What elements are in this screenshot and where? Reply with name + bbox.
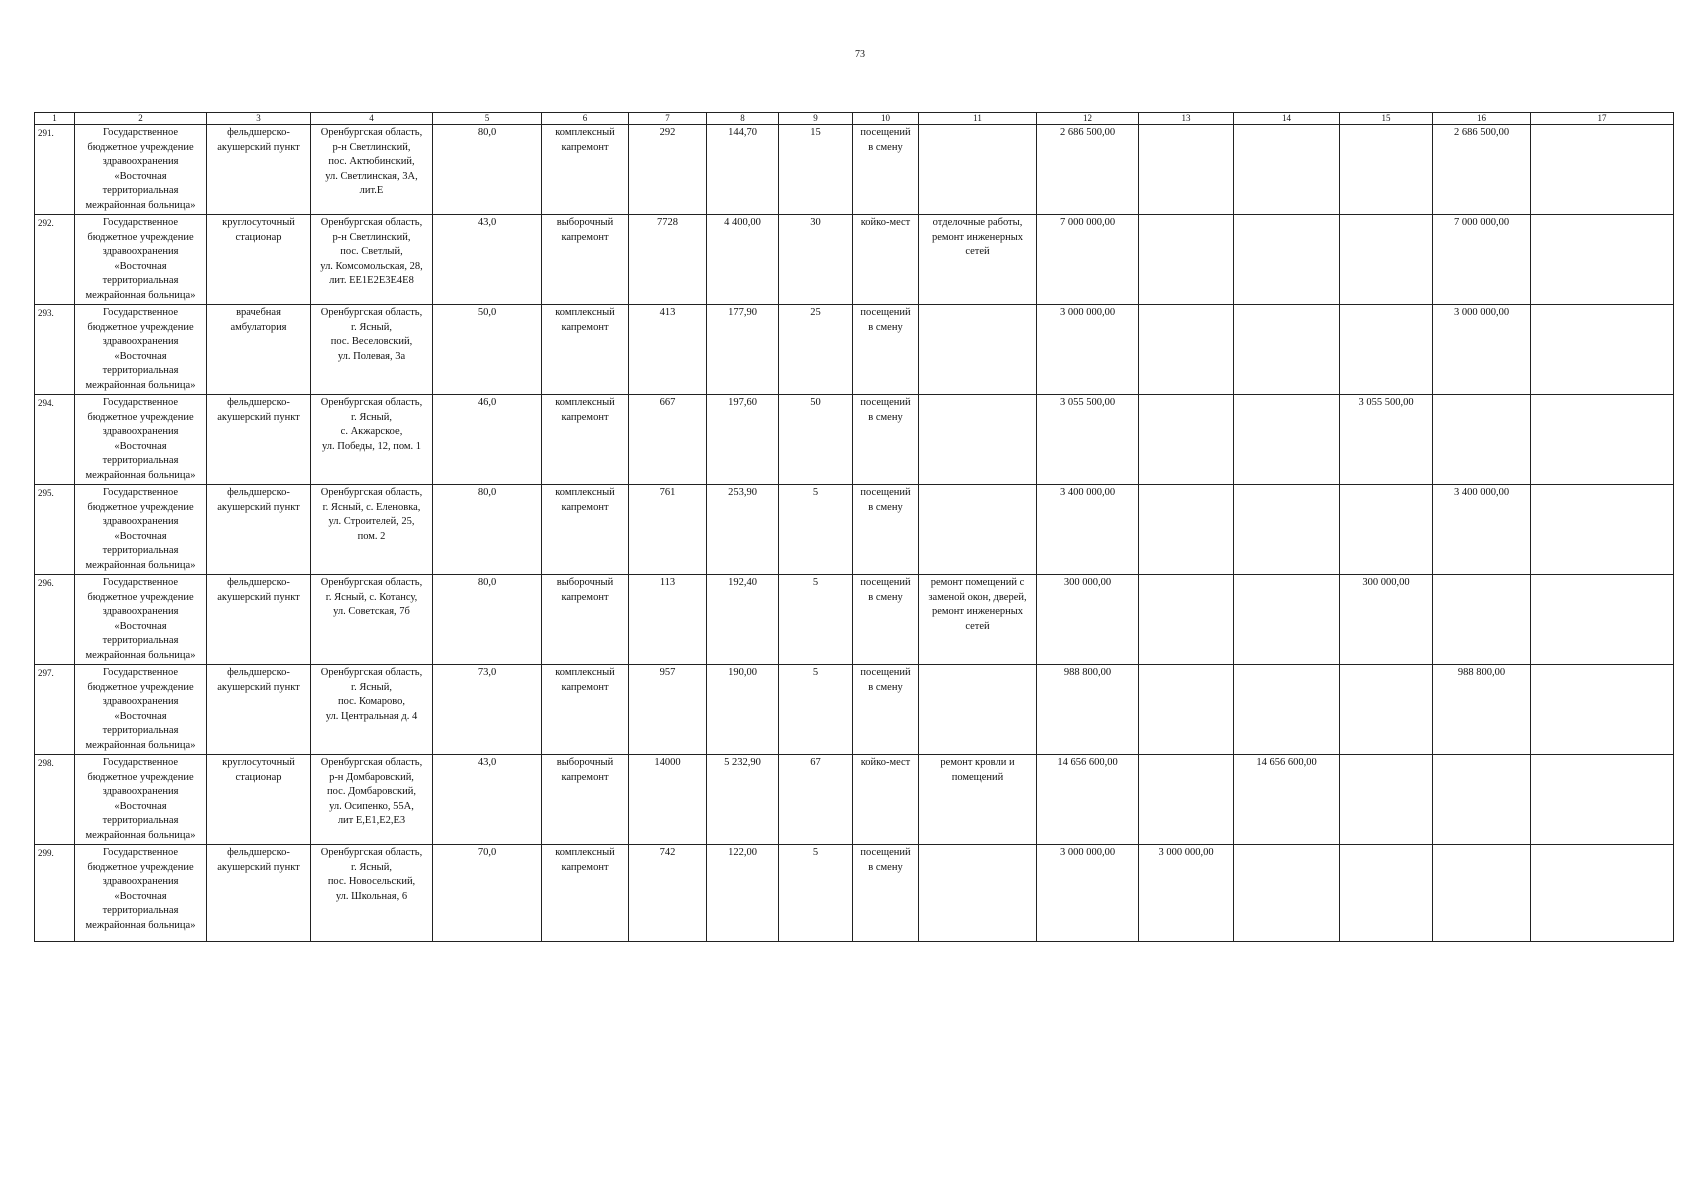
page-number: 73	[855, 49, 865, 60]
repair-type-cell: комплексный капремонт	[542, 485, 629, 575]
col13-cell	[1139, 215, 1234, 305]
column-header: 7	[629, 113, 707, 125]
col14-cell	[1234, 395, 1340, 485]
col9-cell: 5	[779, 575, 853, 665]
col16-cell: 988 800,00	[1433, 665, 1531, 755]
col7-cell: 957	[629, 665, 707, 755]
table-row	[35, 215, 1674, 305]
total-amount-cell: 988 800,00	[1037, 665, 1139, 755]
col15-cell: 300 000,00	[1340, 575, 1433, 665]
column-header: 12	[1037, 113, 1139, 125]
institution-cell: Государственное бюджетное учреждение здравоохранения «Восточная территориальная межрайонная больница»	[75, 395, 207, 485]
institution-cell: Государственное бюджетное учреждение здравоохранения «Восточная территориальная межрайонная больница»	[75, 665, 207, 755]
repair-type-cell: комплексный капремонт	[542, 125, 629, 215]
area-cell: 46,0	[433, 395, 542, 485]
column-header: 11	[919, 113, 1037, 125]
col7-cell: 742	[629, 845, 707, 942]
col14-cell	[1234, 845, 1340, 942]
col15-cell	[1340, 755, 1433, 845]
col9-cell: 25	[779, 305, 853, 395]
facility-type-cell: круглосуточный стационар	[207, 755, 311, 845]
col8-cell: 192,40	[707, 575, 779, 665]
col8-cell: 4 400,00	[707, 215, 779, 305]
column-header: 9	[779, 113, 853, 125]
area-cell: 73,0	[433, 665, 542, 755]
total-amount-cell: 300 000,00	[1037, 575, 1139, 665]
address-cell: Оренбургская область, р-н Домбаровский, пос. Домбаровский, ул. Осипенко, 55А, лит Е,Е1,Е2,Е3	[311, 755, 433, 845]
col15-cell	[1340, 215, 1433, 305]
col8-cell: 197,60	[707, 395, 779, 485]
address-cell: Оренбургская область, г. Ясный, пос. Комарово, ул. Центральная д. 4	[311, 665, 433, 755]
header-row	[35, 113, 1674, 125]
column-header: 8	[707, 113, 779, 125]
col15-cell	[1340, 845, 1433, 942]
unit-cell: посещений в смену	[853, 845, 919, 942]
works-cell: ремонт кровли и помещений	[919, 755, 1037, 845]
facility-type-cell: фельдшерско- акушерский пункт	[207, 125, 311, 215]
col16-cell	[1433, 845, 1531, 942]
row-number: 295.	[35, 485, 75, 575]
unit-cell: посещений в смену	[853, 485, 919, 575]
column-header: 5	[433, 113, 542, 125]
facility-type-cell: врачебная амбулатория	[207, 305, 311, 395]
area-cell: 80,0	[433, 485, 542, 575]
total-amount-cell: 14 656 600,00	[1037, 755, 1139, 845]
repair-type-cell: комплексный капремонт	[542, 845, 629, 942]
col17-cell	[1531, 305, 1674, 395]
unit-cell: посещений в смену	[853, 575, 919, 665]
institution-cell: Государственное бюджетное учреждение здравоохранения «Восточная территориальная межрайонная больница»	[75, 485, 207, 575]
col17-cell	[1531, 845, 1674, 942]
col9-cell: 50	[779, 395, 853, 485]
column-header: 14	[1234, 113, 1340, 125]
total-amount-cell: 3 000 000,00	[1037, 845, 1139, 942]
total-amount-cell: 3 055 500,00	[1037, 395, 1139, 485]
col9-cell: 5	[779, 485, 853, 575]
col15-cell	[1340, 125, 1433, 215]
column-header: 16	[1433, 113, 1531, 125]
col16-cell	[1433, 395, 1531, 485]
col9-cell: 5	[779, 665, 853, 755]
col8-cell: 190,00	[707, 665, 779, 755]
unit-cell: посещений в смену	[853, 395, 919, 485]
table-row	[35, 125, 1674, 215]
register-table	[34, 112, 1674, 942]
col17-cell	[1531, 575, 1674, 665]
row-number: 294.	[35, 395, 75, 485]
column-header: 4	[311, 113, 433, 125]
col9-cell: 67	[779, 755, 853, 845]
unit-cell: посещений в смену	[853, 305, 919, 395]
table-row	[35, 575, 1674, 665]
col9-cell: 15	[779, 125, 853, 215]
table-body	[35, 113, 1674, 942]
row-number: 296.	[35, 575, 75, 665]
works-cell	[919, 125, 1037, 215]
col17-cell	[1531, 485, 1674, 575]
address-cell: Оренбургская область, г. Ясный, пос. Новосельский, ул. Школьная, 6	[311, 845, 433, 942]
col7-cell: 761	[629, 485, 707, 575]
repair-type-cell: комплексный капремонт	[542, 665, 629, 755]
col16-cell	[1433, 575, 1531, 665]
col14-cell	[1234, 575, 1340, 665]
institution-cell: Государственное бюджетное учреждение здравоохранения «Восточная территориальная межрайонная больница»	[75, 125, 207, 215]
col7-cell: 292	[629, 125, 707, 215]
address-cell: Оренбургская область, р-н Светлинский, пос. Светлый, ул. Комсомольская, 28, лит. ЕЕ1Е2Е3Е4Е8	[311, 215, 433, 305]
col14-cell	[1234, 125, 1340, 215]
facility-type-cell: фельдшерско- акушерский пункт	[207, 575, 311, 665]
facility-type-cell: фельдшерско- акушерский пункт	[207, 665, 311, 755]
address-cell: Оренбургская область, р-н Светлинский, пос. Актюбинский, ул. Светлинская, 3А, лит.Е	[311, 125, 433, 215]
col17-cell	[1531, 395, 1674, 485]
column-header: 13	[1139, 113, 1234, 125]
col16-cell: 2 686 500,00	[1433, 125, 1531, 215]
facility-type-cell: фельдшерско- акушерский пункт	[207, 395, 311, 485]
col13-cell	[1139, 125, 1234, 215]
unit-cell: посещений в смену	[853, 125, 919, 215]
col8-cell: 5 232,90	[707, 755, 779, 845]
address-cell: Оренбургская область, г. Ясный, пос. Веселовский, ул. Полевая, 3а	[311, 305, 433, 395]
total-amount-cell: 7 000 000,00	[1037, 215, 1139, 305]
table-row	[35, 665, 1674, 755]
table-row	[35, 845, 1674, 942]
facility-type-cell: круглосуточный стационар	[207, 215, 311, 305]
column-header: 3	[207, 113, 311, 125]
row-number: 298.	[35, 755, 75, 845]
col16-cell: 3 400 000,00	[1433, 485, 1531, 575]
area-cell: 80,0	[433, 575, 542, 665]
table-row	[35, 485, 1674, 575]
row-number: 299.	[35, 845, 75, 942]
column-header: 10	[853, 113, 919, 125]
col13-cell	[1139, 485, 1234, 575]
total-amount-cell: 3 000 000,00	[1037, 305, 1139, 395]
column-header: 15	[1340, 113, 1433, 125]
col8-cell: 177,90	[707, 305, 779, 395]
column-header: 1	[35, 113, 75, 125]
column-header: 6	[542, 113, 629, 125]
unit-cell: койко-мест	[853, 215, 919, 305]
col14-cell: 14 656 600,00	[1234, 755, 1340, 845]
col14-cell	[1234, 485, 1340, 575]
area-cell: 80,0	[433, 125, 542, 215]
works-cell	[919, 485, 1037, 575]
col15-cell: 3 055 500,00	[1340, 395, 1433, 485]
address-cell: Оренбургская область, г. Ясный, с. Акжарское, ул. Победы, 12, пом. 1	[311, 395, 433, 485]
col15-cell	[1340, 485, 1433, 575]
col8-cell: 253,90	[707, 485, 779, 575]
works-cell: отделочные работы, ремонт инженерных сетей	[919, 215, 1037, 305]
repair-type-cell: выборочный капремонт	[542, 215, 629, 305]
col13-cell	[1139, 575, 1234, 665]
col7-cell: 667	[629, 395, 707, 485]
works-cell	[919, 395, 1037, 485]
table-row	[35, 755, 1674, 845]
repair-type-cell: комплексный капремонт	[542, 395, 629, 485]
works-cell	[919, 305, 1037, 395]
row-number: 291.	[35, 125, 75, 215]
col13-cell	[1139, 305, 1234, 395]
works-cell	[919, 665, 1037, 755]
col7-cell: 7728	[629, 215, 707, 305]
works-cell	[919, 845, 1037, 942]
col16-cell	[1433, 755, 1531, 845]
total-amount-cell: 3 400 000,00	[1037, 485, 1139, 575]
unit-cell: посещений в смену	[853, 665, 919, 755]
repair-type-cell: выборочный капремонт	[542, 755, 629, 845]
area-cell: 50,0	[433, 305, 542, 395]
col13-cell: 3 000 000,00	[1139, 845, 1234, 942]
repair-type-cell: выборочный капремонт	[542, 575, 629, 665]
column-header: 17	[1531, 113, 1674, 125]
col17-cell	[1531, 125, 1674, 215]
col9-cell: 30	[779, 215, 853, 305]
col14-cell	[1234, 305, 1340, 395]
col16-cell: 7 000 000,00	[1433, 215, 1531, 305]
col9-cell: 5	[779, 845, 853, 942]
col13-cell	[1139, 755, 1234, 845]
row-number: 297.	[35, 665, 75, 755]
col7-cell: 113	[629, 575, 707, 665]
institution-cell: Государственное бюджетное учреждение здравоохранения «Восточная территориальная межрайонная больница»	[75, 215, 207, 305]
col17-cell	[1531, 755, 1674, 845]
total-amount-cell: 2 686 500,00	[1037, 125, 1139, 215]
repair-type-cell: комплексный капремонт	[542, 305, 629, 395]
col7-cell: 14000	[629, 755, 707, 845]
col8-cell: 122,00	[707, 845, 779, 942]
col17-cell	[1531, 665, 1674, 755]
institution-cell: Государственное бюджетное учреждение здравоохранения «Восточная территориальная межрайонная больница»	[75, 755, 207, 845]
col7-cell: 413	[629, 305, 707, 395]
col14-cell	[1234, 215, 1340, 305]
row-number: 292.	[35, 215, 75, 305]
address-cell: Оренбургская область, г. Ясный, с. Котансу, ул. Советская, 7б	[311, 575, 433, 665]
col15-cell	[1340, 305, 1433, 395]
institution-cell: Государственное бюджетное учреждение здравоохранения «Восточная территориальная межрайонная больница»	[75, 845, 207, 942]
area-cell: 70,0	[433, 845, 542, 942]
area-cell: 43,0	[433, 755, 542, 845]
col17-cell	[1531, 215, 1674, 305]
unit-cell: койко-мест	[853, 755, 919, 845]
institution-cell: Государственное бюджетное учреждение здравоохранения «Восточная территориальная межрайонная больница»	[75, 305, 207, 395]
col15-cell	[1340, 665, 1433, 755]
facility-type-cell: фельдшерско- акушерский пункт	[207, 845, 311, 942]
works-cell: ремонт помещений с заменой окон, дверей, ремонт инженерных сетей	[919, 575, 1037, 665]
col14-cell	[1234, 665, 1340, 755]
facility-type-cell: фельдшерско- акушерский пункт	[207, 485, 311, 575]
institution-cell: Государственное бюджетное учреждение здравоохранения «Восточная территориальная межрайонная больница»	[75, 575, 207, 665]
table-row	[35, 395, 1674, 485]
area-cell: 43,0	[433, 215, 542, 305]
col8-cell: 144,70	[707, 125, 779, 215]
col13-cell	[1139, 395, 1234, 485]
column-header: 2	[75, 113, 207, 125]
row-number: 293.	[35, 305, 75, 395]
col16-cell: 3 000 000,00	[1433, 305, 1531, 395]
table-row	[35, 305, 1674, 395]
col13-cell	[1139, 665, 1234, 755]
address-cell: Оренбургская область, г. Ясный, с. Еленовка, ул. Строителей, 25, пом. 2	[311, 485, 433, 575]
